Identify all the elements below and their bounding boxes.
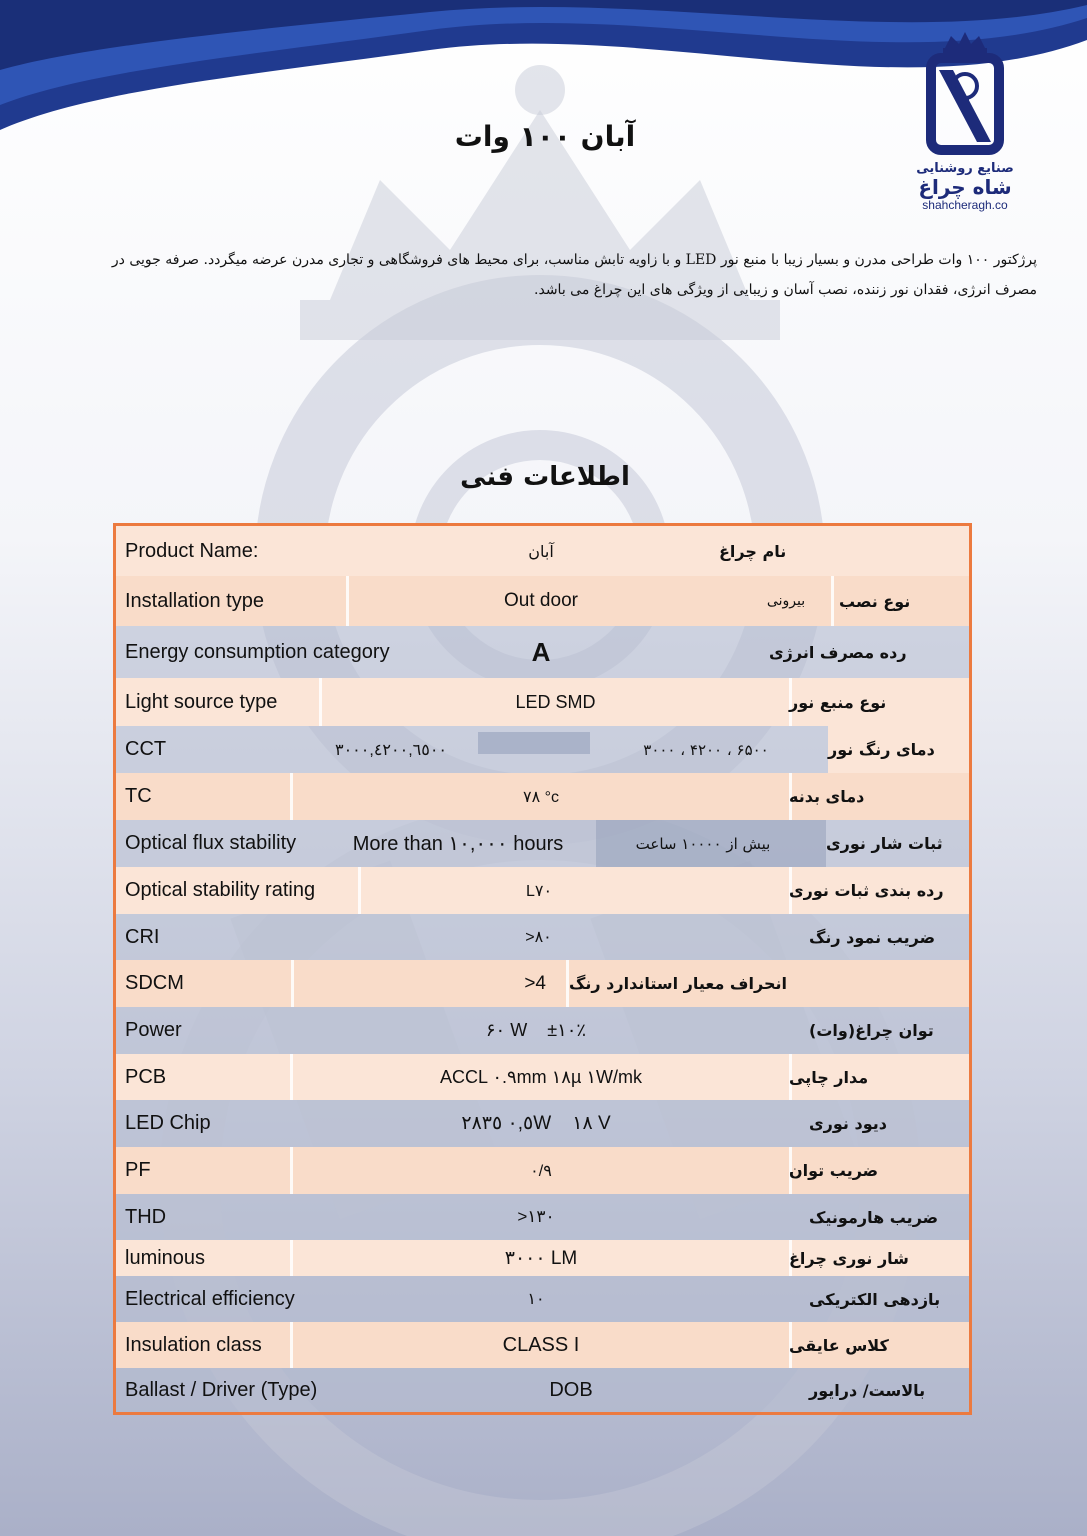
intro-line-2: مصرف انرژی، فقدان نور زننده، نصب آسان و زیبایی از ویژگی های این چراغ می باشد. (534, 282, 1037, 298)
table-row-power (116, 1007, 969, 1054)
product-name-value: آبان (528, 541, 554, 561)
cct-value: ۳۰۰۰,٤۲۰۰,٦٥۰۰ (334, 741, 448, 759)
installation-fa: نوع نصب (839, 591, 911, 611)
tc-value: ۷۸ °c (522, 788, 560, 806)
table-row-led-chip (116, 1100, 969, 1147)
luminous-fa: شار نوری چراغ (789, 1248, 909, 1268)
pcb-en: PCB (125, 1065, 167, 1088)
optical-rating-en: Optical stability rating (125, 879, 316, 901)
installation-value: Out door (504, 590, 578, 611)
efficiency-fa: بازدهی الکتریکی (809, 1289, 941, 1309)
cri-en: CRI (125, 925, 160, 948)
product-name-en: Product Name: (125, 539, 259, 562)
table-row-light-source (116, 678, 969, 726)
ballast-value: DOB (549, 1378, 593, 1401)
thd-value: >۱۳۰ (517, 1207, 555, 1226)
tc-en: TC (125, 785, 152, 807)
optical-flux-fa: ثبات شار نوری (826, 834, 943, 853)
power-value: ۶۰ W ±۱۰٪ (485, 1020, 587, 1040)
table-row-pf (116, 1147, 969, 1194)
tc-fa: دمای بدنه (789, 787, 865, 806)
energy-fa: رده مصرف انرژی (769, 642, 907, 662)
intro-paragraph (50, 245, 1037, 305)
table-row-energy (116, 626, 969, 678)
intro-line-1: پرژکتور ۱۰۰ وات طراحی مدرن و بسیار زیبا با منبع نور LED و با زاویه تابش مناسب، برای محیط های فروشگاهی و تجاری مدرن عرضه میگردد. صرفه جویی در (111, 252, 1037, 268)
power-en: Power (125, 1019, 182, 1041)
efficiency-value: ۱۰ (527, 1291, 545, 1308)
thd-fa: ضریب هارمونیک (809, 1207, 939, 1227)
optical-flux-value-fa: بیش از ۱۰۰۰۰ ساعت (635, 834, 771, 853)
ballast-fa: بالاست/ درایور (809, 1380, 926, 1400)
crown-bulb-icon (917, 30, 1013, 155)
led-chip-value: ۲۸۳٥ ۰,٥W ۱۸ V (461, 1113, 611, 1134)
optical-rating-value: L۷۰ (525, 882, 553, 900)
energy-value: A (531, 636, 551, 667)
table-row-insulation (116, 1322, 969, 1368)
pf-fa: ضریب توان (789, 1161, 879, 1180)
light-source-en: Light source type (125, 690, 278, 713)
cri-fa: ضریب نمود رنگ (809, 927, 936, 947)
sdcm-fa: انحراف معیار استاندارد رنگ (569, 974, 787, 993)
pcb-value: ACCL ۰.۹mm ۱۸µ ۱W/mk (439, 1066, 643, 1087)
luminous-value: ۳۰۰۰ LM (504, 1247, 578, 1269)
logo-brand-name: شاه چراغ (918, 175, 1012, 199)
installation-en: Installation type (125, 589, 264, 612)
light-source-fa: نوع منبع نور (789, 692, 887, 712)
led-chip-en: LED Chip (125, 1112, 211, 1134)
section-title: اطلاعات فنی (460, 462, 630, 492)
table-row-ballast (116, 1368, 969, 1412)
led-chip-fa: دیود نوری (809, 1114, 887, 1133)
optical-flux-en: Optical flux stability (125, 832, 297, 854)
table-row-tc (116, 773, 969, 820)
table-row-cri (116, 914, 969, 960)
table-row-optical-flux (116, 820, 969, 867)
energy-en: Energy consumption category (125, 640, 390, 663)
table-row-cct (116, 726, 969, 773)
insulation-value: CLASS I (502, 1333, 580, 1356)
efficiency-en: Electrical efficiency (125, 1287, 295, 1310)
table-row-product-name (116, 526, 969, 576)
optical-flux-value: More than ۱۰,۰۰۰ hours (352, 833, 564, 855)
logo-brand-small: صنایع روشنایی (916, 161, 1014, 176)
installation-value-fa: بیرونی (766, 593, 806, 609)
luminous-en: luminous (125, 1246, 206, 1269)
table-row-pcb (116, 1054, 969, 1100)
optical-rating-fa: رده بندی ثبات نوری (789, 881, 944, 900)
table-row-efficiency (116, 1276, 969, 1322)
pcb-fa: مدار چاپی (789, 1067, 869, 1087)
cct-value-fa: ۶۵۰۰ ، ۴۲۰۰ ، ۳۰۰۰ (643, 740, 769, 759)
page-title: آبان ۱۰۰ وات (454, 120, 636, 153)
pf-value: ۰/۹ (530, 1162, 552, 1180)
table-row-sdcm (116, 960, 969, 1007)
cri-value: >۸۰ (525, 929, 552, 946)
thd-en: THD (125, 1205, 167, 1228)
product-name-fa: نام چراغ (719, 541, 787, 561)
sdcm-en: SDCM (125, 972, 184, 994)
light-source-value: LED SMD (515, 691, 596, 712)
table-row-installation (116, 576, 969, 626)
insulation-fa: کلاس عایقی (789, 1335, 889, 1355)
logo-url: shahcheragh.co (922, 198, 1008, 212)
cct-fa: دمای رنگ نور (828, 740, 935, 759)
sdcm-value: >4 (524, 972, 546, 994)
table-row-optical-rating (116, 867, 969, 914)
table-row-luminous (116, 1240, 969, 1276)
spec-table (113, 523, 972, 1415)
cct-en: CCT (125, 738, 167, 760)
ballast-en: Ballast / Driver (Type) (125, 1378, 318, 1401)
power-fa: توان چراغ(وات) (809, 1021, 934, 1040)
insulation-en: Insulation class (125, 1333, 262, 1356)
pf-en: PF (125, 1159, 151, 1181)
company-logo (905, 30, 1025, 225)
table-row-thd (116, 1194, 969, 1240)
